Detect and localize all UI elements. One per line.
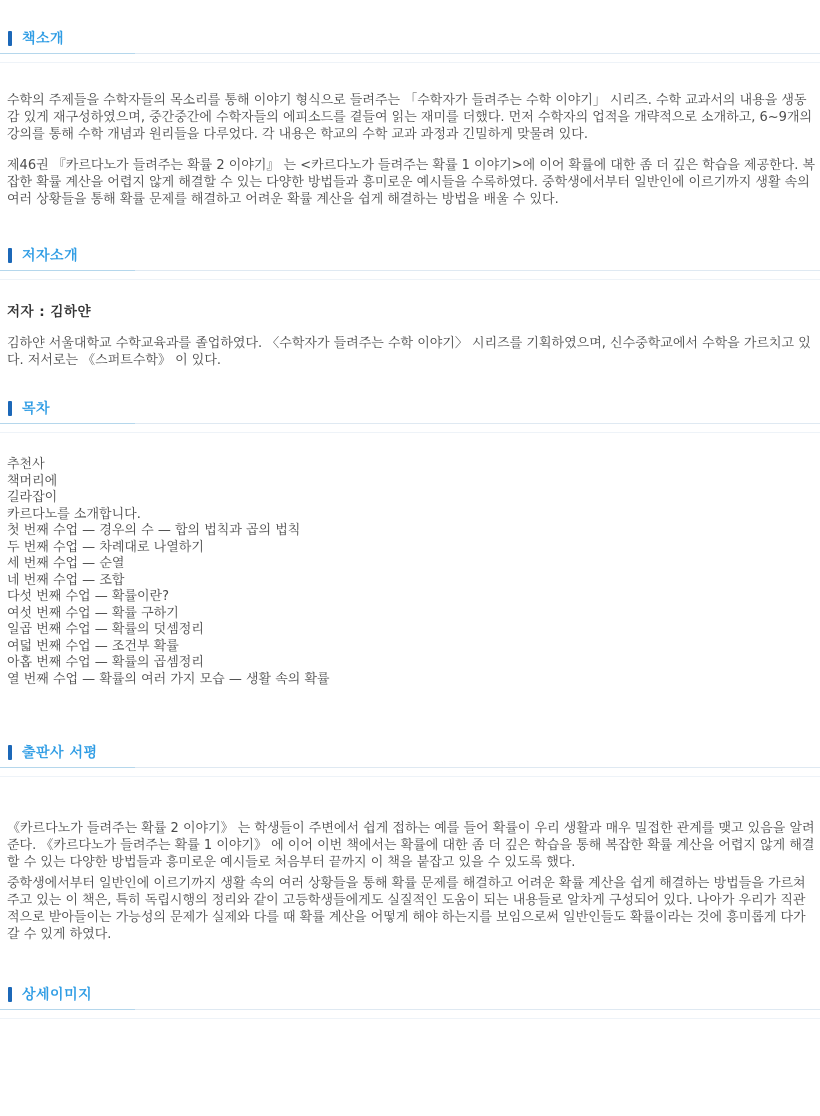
- toc-item: 여섯 번째 수업 — 확률 구하기: [7, 605, 179, 621]
- toc-item: 카르다노를 소개합니다.: [7, 506, 141, 522]
- section-header: [0, 400, 820, 416]
- review-paragraph: 《카르다노가 들려주는 확률 2 이야기》 는 학생들이 주변에서 쉽게 접하는 예를 들어 확률이 우리 생활과 매우 밀접한 관계를 맺고 있음을 알려 준다. 《카르다노가 들려주는 확률 1 이야기》 에 이어 이번 책에서는 확률에 대한 좀 더 깊은 학습을 통해 복잡한 확률 계산을 어렵지 않게 해결할 수 있는 다양한 방법들과 흥미로운 예시들로 처음부터 끝까지 이 책을 붙잡고 있을 수 있도록 했다.: [7, 821, 815, 870]
- accent-bar-icon: [8, 745, 12, 760]
- section-header: [0, 30, 820, 46]
- section-detail-image: [0, 986, 820, 1019]
- author-bio-paragraph: 김하얀 서울대학교 수학교육과를 졸업하였다. 〈수학자가 들려주는 수학 이야기〉 시리즈를 기획하였으며, 신수중학교에서 수학을 가르치고 있다. 저서로는 《스퍼트수학》 이 있다.: [7, 336, 811, 368]
- section-header: [0, 986, 820, 1002]
- toc-item: 일곱 번째 수업 — 확률의 덧셈정리: [7, 622, 204, 637]
- toc-item: 아홉 번째 수업 — 확률의 곱셈정리: [7, 655, 204, 670]
- header-rule: [0, 423, 820, 424]
- header-rule: [0, 53, 820, 54]
- section-header: [0, 247, 820, 263]
- toc-item: 두 번째 수업 — 차례대로 나열하기: [7, 539, 204, 555]
- book-intro-paragraph: 수학의 주제들을 수학자들의 목소리를 통해 이야기 형식으로 들려주는 「수학자가 들려주는 수학 이야기」 시리즈. 수학 교과서의 내용을 생동감 있게 재구성하였으며, 중간중간에 수학자들의 에피소드를 곁들여 읽는 재미를 더했다. 먼저 수학자의 업적을 개략적으로 소개하고, 6~9개의 강의를 통해 수학 개념과 원리들을 다루었다. 각 내용은 학교의 수학 교과 과정과 긴밀하게 맞물려 있다.: [7, 93, 813, 142]
- section-book-intro: [0, 30, 820, 208]
- review-paragraph: 중학생에서부터 일반인에 이르기까지 생활 속의 여러 상황들을 통해 확률 문제를 해결하고 어려운 확률 계산을 쉽게 해결하는 방법들을 가르쳐 주고 있는 이 책은, 특히 독립시행의 정리와 같이 고등학생들에게도 실질적인 도움이 되는 내용들로 알차게 구성되어 있다. 나아가 우리가 직관적으로 받아들이는 가능성의 문제가 실제와 다를 때 확률 계산을 어떻게 해야 하는지를 보임으로써 일반인들도 확률이라는 것에 흥미롭게 다가갈 수 있게 하였다.: [7, 876, 806, 942]
- section-title: 저자소개: [22, 248, 79, 264]
- header-rule-faint: [0, 432, 820, 433]
- book-detail-page: [0, 30, 820, 1019]
- section-author-intro: [0, 247, 820, 369]
- header-rule-faint: [0, 62, 820, 63]
- toc-item: 길라잡이: [7, 490, 58, 505]
- header-rule: [0, 270, 820, 271]
- accent-bar-icon: [8, 401, 12, 416]
- header-rule: [0, 767, 820, 768]
- toc-item: 여덟 번째 수업 — 조건부 확률: [7, 638, 179, 654]
- header-rule: [0, 1009, 820, 1010]
- section-title: 목차: [22, 401, 51, 417]
- section-toc: [0, 400, 820, 688]
- header-rule-faint: [0, 279, 820, 280]
- header-rule-faint: [0, 776, 820, 777]
- accent-bar-icon: [8, 31, 12, 46]
- section-title: 상세이미지: [22, 987, 93, 1003]
- author-name-heading: 저자 : 김하얀: [7, 304, 92, 320]
- book-intro-paragraph: 제46권 『카르다노가 들려주는 확률 2 이야기』 는 <카르다노가 들려주는 확률 1 이야기>에 이어 확률에 대한 좀 더 깊은 학습을 제공한다. 복잡한 확률 계산을 어렵지 않게 해결할 수 있는 다양한 방법들과 흥미로운 예시들을 수록하였다. 중학생에서부터 일반인에 이르기까지 생활 속의 여러 상황들을 통해 확률 문제를 해결하고 어려운 확률 계산을 쉽게 해결하는 방법을 배울 수 있다.: [7, 158, 816, 207]
- section-title: 출판사 서평: [22, 745, 98, 761]
- toc-item: 세 번째 수업 — 순열: [7, 556, 125, 571]
- toc-item: 열 번째 수업 — 확률의 여러 가지 모습 — 생활 속의 확률: [7, 671, 330, 687]
- accent-bar-icon: [8, 987, 12, 1002]
- toc-item: 첫 번째 수업 — 경우의 수 — 합의 법칙과 곱의 법칙: [7, 523, 301, 538]
- toc-item: 추천사: [7, 457, 45, 472]
- toc-item: 다섯 번째 수업 — 확률이란?: [7, 589, 170, 604]
- header-rule-faint: [0, 1018, 820, 1019]
- section-header: [0, 744, 820, 760]
- section-title: 책소개: [22, 31, 65, 47]
- toc-item: 네 번째 수업 — 조합: [7, 572, 125, 588]
- toc-list: [7, 457, 817, 688]
- accent-bar-icon: [8, 248, 12, 263]
- toc-item: 책머리에: [7, 473, 58, 489]
- section-publisher-review: [0, 744, 820, 943]
